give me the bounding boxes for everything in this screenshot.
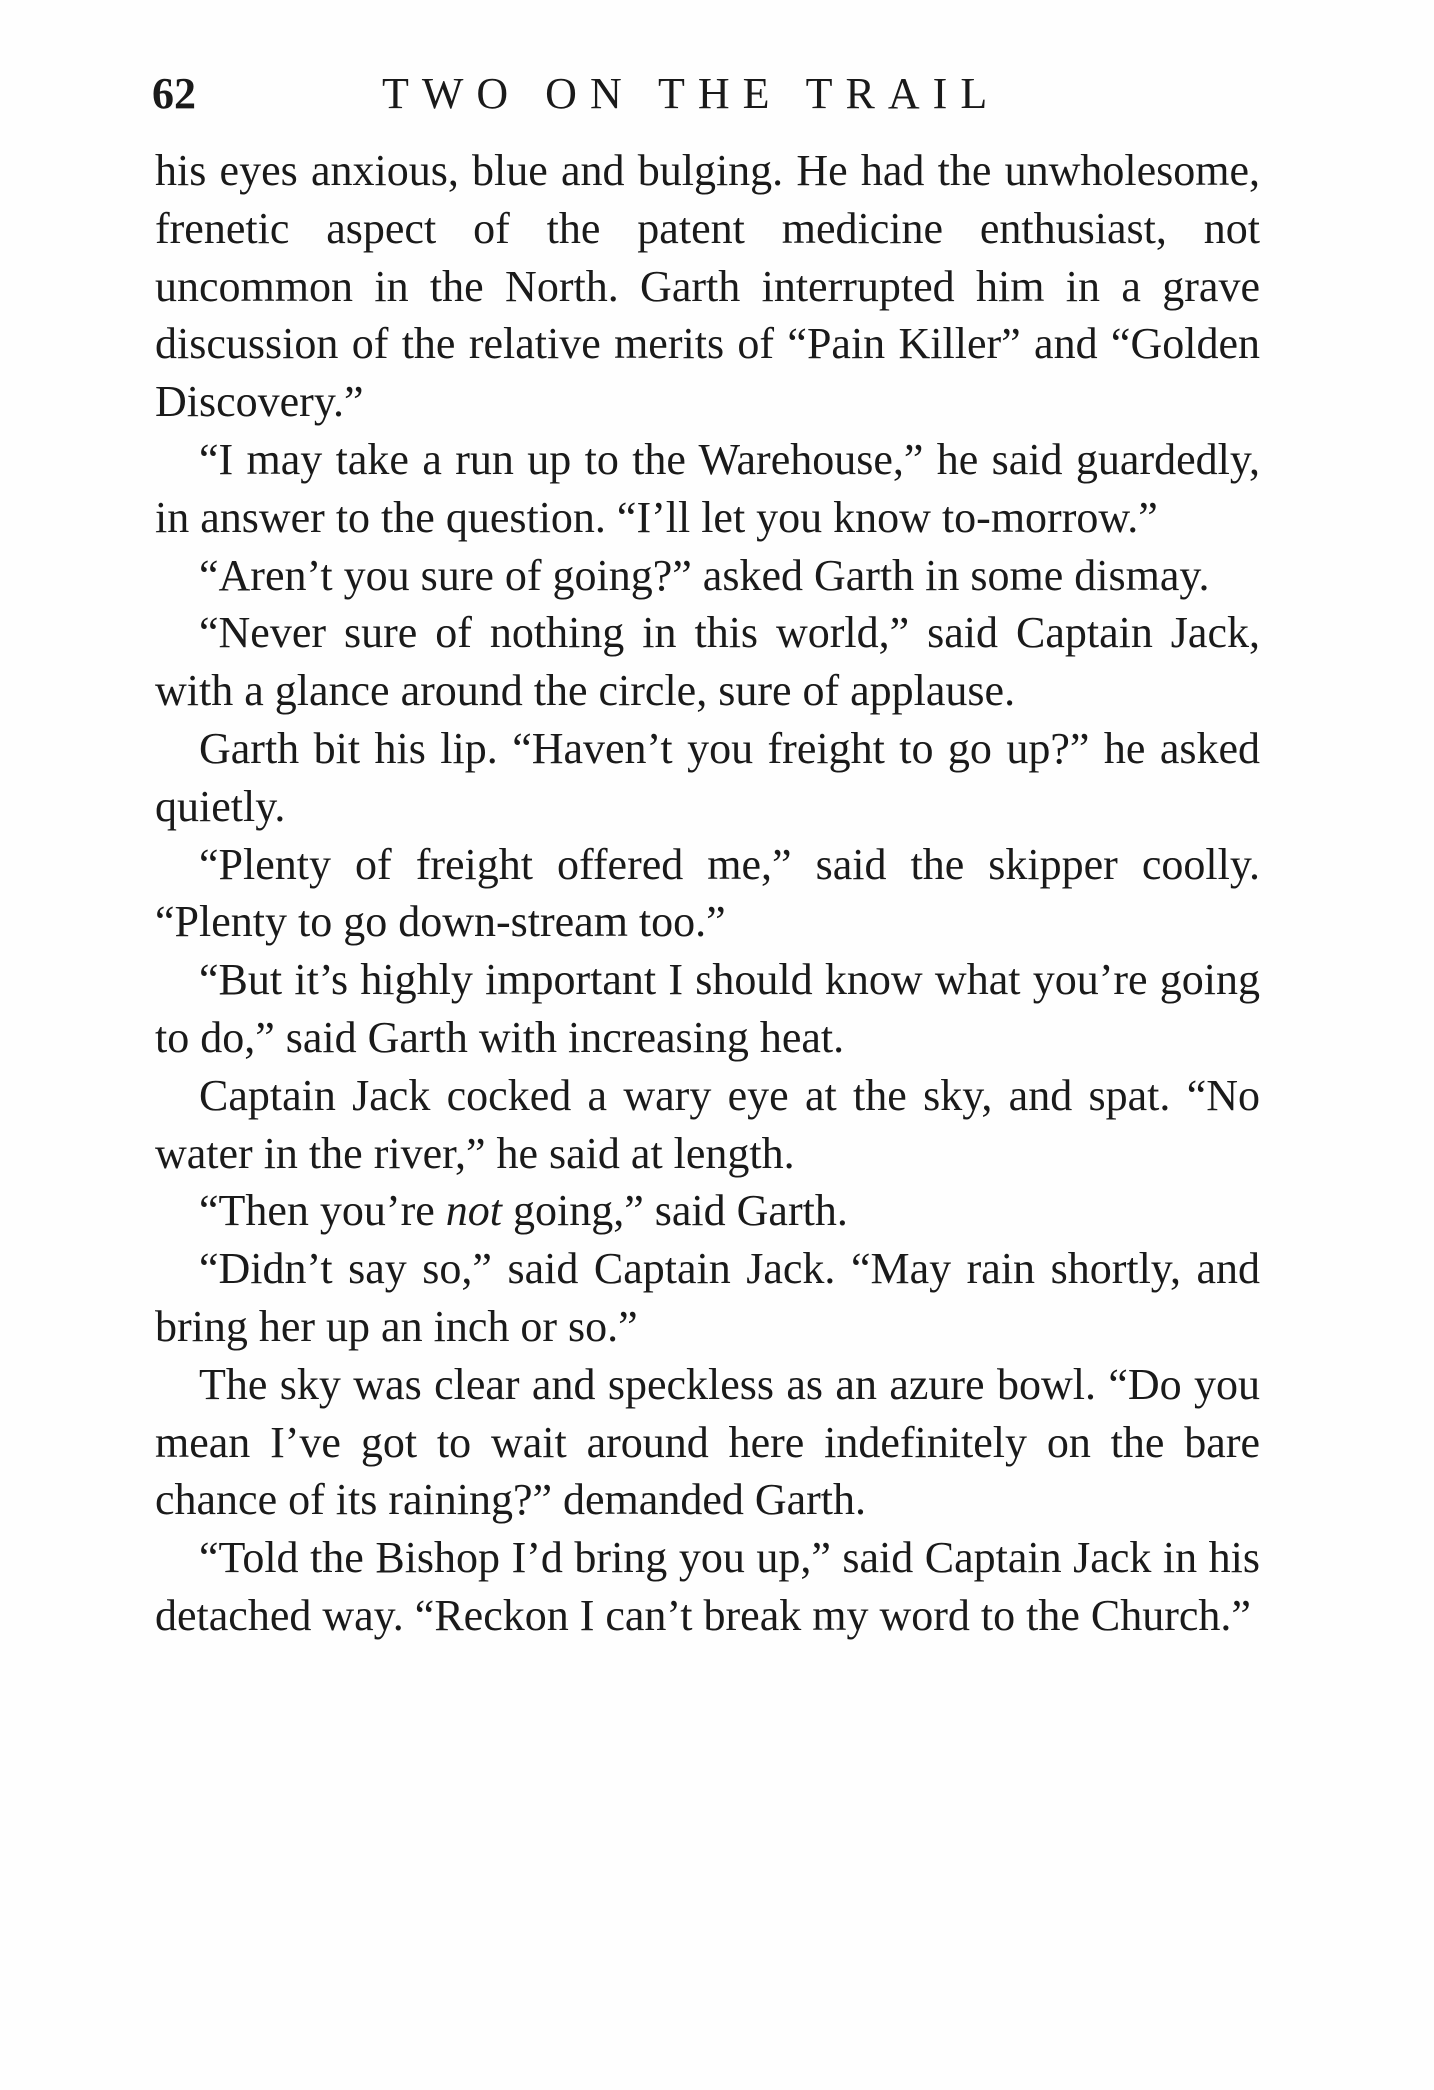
paragraph: The sky was clear and speckless as an azure bowl. “Do you mean I’ve got to wait around here indefinitely on the bare chance of its raining?” demanded Garth. [155,1359,1260,1525]
paragraph: “I may take a run up to the Warehouse,” he said guardedly, in answer to the question. “I’ll let you know to-morrow.” [155,434,1260,542]
paragraph: “Plenty of freight offered me,” said the skipper coolly. “Plenty to go down-stream too.” [155,839,1260,947]
paragraph: “Aren’t you sure of going?” asked Garth in some dismay. [199,550,1210,600]
paragraph: Captain Jack cocked a wary eye at the sky, and spat. “No water in the river,” he said at length. [155,1070,1260,1178]
running-title: TWO ON THE TRAIL [382,69,1001,118]
paragraph: “Didn’t say so,” said Captain Jack. “May rain shortly, and bring her up an inch or so.” [155,1244,1260,1351]
paragraph-text: going,” said Garth. [502,1186,848,1236]
body-text [155,142,1260,1645]
paragraph: his eyes anxious, blue and bulging. He had the unwholesome, frenetic aspect of the patent medicine enthusiast, not uncommon in the North. Garth interrupted him in a grave discussion of the relative merits of “Pain Killer” and “Golden Discovery.” [155,146,1260,427]
page-number: 62 [152,69,196,118]
paragraph: “Told the Bishop I’d bring you up,” said Captain Jack in his detached way. “Reckon I can’t break my word to the Church.” [155,1533,1260,1640]
paragraph: Garth bit his lip. “Haven’t you freight to go up?” he asked quietly. [155,723,1260,831]
paragraph: “But it’s highly important I should know what you’re going to do,” said Garth with increasing heat. [155,955,1260,1062]
page-header [152,64,1252,124]
emphasis-text: not [445,1186,503,1236]
paragraph: “Never sure of nothing in this world,” said Captain Jack, with a glance around the circle, sure of applause. [155,608,1260,716]
paragraph-text: “Then you’re [199,1186,446,1236]
paragraph [155,1182,1260,1240]
